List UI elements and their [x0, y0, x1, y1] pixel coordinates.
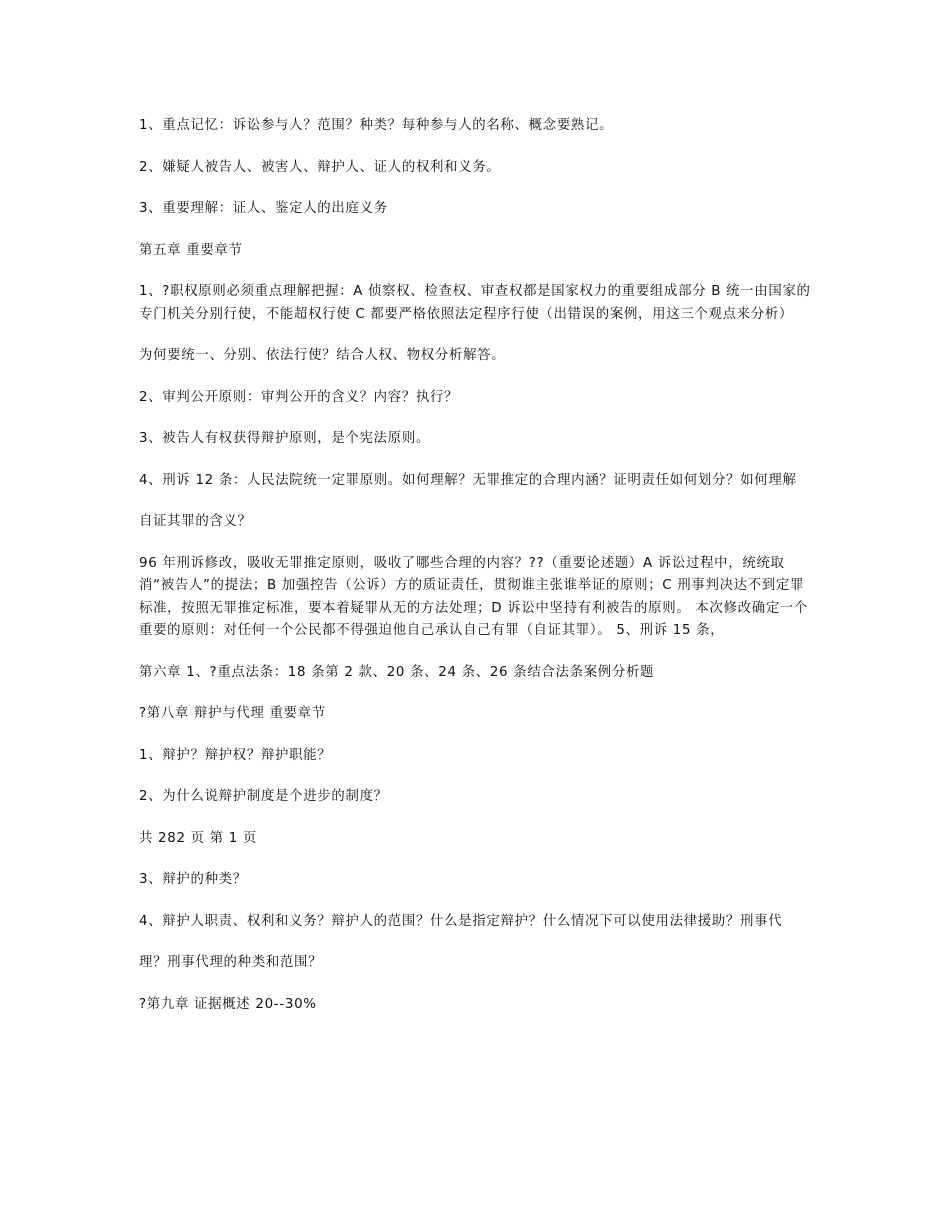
paragraph-article-12: 4、刑诉 12 条：人民法院统一定罪原则。如何理解？无罪推定的合理内涵？证明责任如何划分？如何理解 [139, 472, 797, 488]
paragraph-memorize-participants: 1、重点记忆：诉讼参与人？范围？种类？每种参与人的名称、概念要熟记。 [139, 118, 614, 133]
paragraph-rights-duties: 2、嫌疑人被告人、被害人、辩护人、证人的权利和义务。 [139, 159, 501, 175]
document-body [139, 115, 811, 1035]
paragraph-why-unify: 为何要统一、分别、依法行使？结合人权、物权分析解答。 [139, 348, 506, 363]
paragraph-defender-duties: 4、辩护人职责、权利和义务？辩护人的范围？什么是指定辩护？什么情况下可以使用法律援助？刑事代 [139, 913, 783, 929]
page-footer-counter: 共 282 页 第 1 页 [139, 830, 258, 846]
chapter-9-heading: ?第九章 证据概述 20--30% [139, 996, 317, 1012]
paragraph-self-incrimination: 自证其罪的含义？ [139, 514, 252, 529]
chapter-6-heading: 第六章 1、?重点法条：18 条第 2 款、20 条、24 条、26 条结合法条案例分析题 [139, 664, 655, 680]
chapter-8-heading: ?第八章 辩护与代理 重要章节 [139, 706, 326, 721]
chapter-5-heading: 第五章 重要章节 [139, 242, 243, 258]
paragraph-public-trial: 2、审判公开原则：审判公开的含义？内容？执行？ [139, 389, 459, 405]
paragraph-right-to-defense: 3、被告人有权获得辩护原则，是个宪法原则。 [139, 431, 431, 446]
paragraph-96-revision: 96 年刑诉修改，吸收无罪推定原则，吸收了哪些合理的内容？??（重要论述题）A 诉讼过程中，统统取消“被告人”的提法；B 加强控告（公诉）方的质证责任，贯彻谁主张谁举证的原则；C 刑事判决达不到定罪标准，按照无罪推定标准，要本着疑罪从无的方法处理；D 诉讼中坚持有利被告的原则。 本次修改确定一个重要的原则：对任何一个公民都不得强迫他自己承认自己有罪（自证其罪）。 5、刑诉 15 条， [139, 555, 809, 638]
paragraph-criminal-agency: 理？刑事代理的种类和范围？ [139, 955, 323, 970]
paragraph-witness-duty: 3、重要理解：证人、鉴定人的出庭义务 [139, 201, 388, 216]
paragraph-defense-progress: 2、为什么说辩护制度是个进步的制度？ [139, 789, 388, 804]
paragraph-defense-basics: 1、辩护？辩护权？辩护职能？ [139, 747, 332, 763]
paragraph-authority-principle: 1、?职权原则必须重点理解把握：A 侦察权、检查权、审查权都是国家权力的重要组成部分 B 统一由国家的专门机关分别行使，不能超权行使 C 都要严格依照法定程序行使（出错误的案例，用这三个观点来分析） [139, 284, 811, 322]
paragraph-defense-types: 3、辩护的种类？ [139, 872, 247, 887]
